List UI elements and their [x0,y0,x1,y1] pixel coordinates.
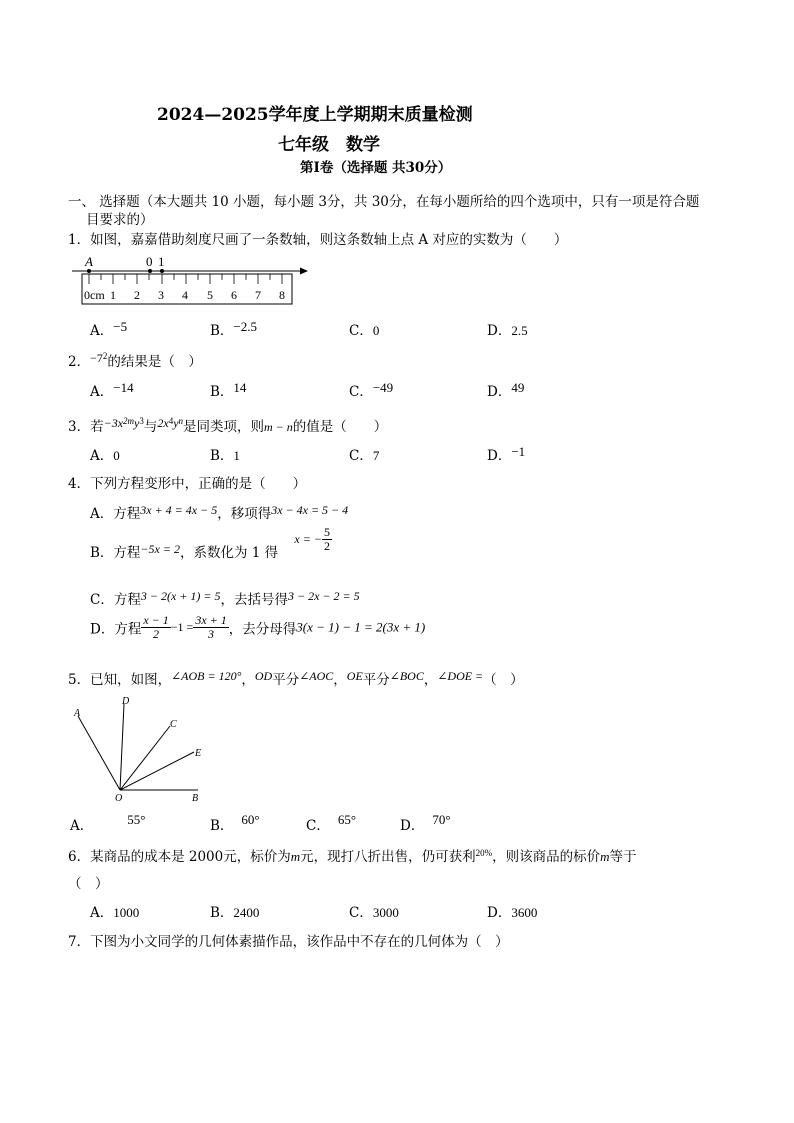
exam-subtitle: 七年级 数学 [278,135,380,155]
label-e: E [195,748,202,759]
q6-option-d[interactable]: D．3600 [487,905,538,921]
q1-label-a: A [85,254,93,269]
q5-option-a[interactable]: A． 55° [70,812,146,834]
q3-stem: 3．若$-3x^{2m}y^3$与$2x^4y^n$是同类项，则m − n的值是（ ） [68,416,388,435]
part-instruction-line2: 目要求的） [86,212,154,228]
q1-option-a[interactable]: A．−5 [90,319,128,339]
part-instruction-line1: 一、 选择题（本大题共 10 小题，每小题 3分，共 30分，在每小题所给的四个选项中，只有一项是符合题 [68,194,700,210]
ray-oe [120,752,194,790]
ray-oa [78,716,120,790]
q2-option-d[interactable]: D．49 [487,380,525,400]
q4-option-d[interactable]: D．方程 $\frac{x - 1}{2}$ −1 = $\frac{3x + 1}{3}$ ，去分母得3(x − 1) − 1 = 2(3x + 1) [90,613,426,641]
q1-point-1-dot [160,269,164,273]
label-a: A [74,708,81,719]
q5-option-b[interactable]: B． 60° [210,812,260,834]
q6-option-a[interactable]: A．1000 [90,905,140,921]
q1-ruler-tick: 5 [207,288,213,302]
q1-ruler-tick: 2 [134,288,140,302]
q1-ruler-tick: 8 [279,288,285,302]
q1-ruler-figure [68,250,318,310]
q1-ruler-tick: 1 [110,288,116,302]
q2-option-c[interactable]: C．−49 [349,380,394,400]
q4-stem: 4．下列方程变形中，正确的是（ ） [68,476,307,492]
q3-option-a[interactable]: A．0 [90,448,120,464]
q1-label-1: 1 [158,254,165,269]
q4-option-c[interactable]: C．方程3 − 2(x + 1) = 5，去括号得3 − 2x − 2 = 5 [90,589,360,608]
section-title: 第Ⅰ卷（选择题 共30分） [300,160,452,176]
q3-option-d[interactable]: D．−1 [487,444,526,464]
q1-ruler-tick: 3 [158,288,164,302]
label-b: B [192,793,199,804]
q1-label-0: 0 [146,254,153,269]
label-c: C [170,719,177,730]
q6-stem: 6．某商品的成本是 2000元，标价为m元，现打八折出售，仍可获利$^{20\%}$，则该商品的标价m等于 [68,848,637,865]
q6-stem-line2: （ ） [68,876,109,892]
q1-option-c[interactable]: C．0 [349,323,380,339]
q1-ruler-tick: 7 [255,288,261,302]
q2-option-a[interactable]: A．−14 [90,380,134,400]
q5-option-c[interactable]: C． 65° [306,812,357,834]
exam-title: 2024—2025学年度上学期期末质量检测 [157,105,473,125]
q6-option-b[interactable]: B．2400 [210,905,260,921]
q1-option-d[interactable]: D．2.5 [487,323,528,339]
q1-ruler-unit: 0cm [84,288,105,302]
q4-option-a[interactable]: A．方程3x + 4 = 4x − 5，移项得3x − 4x = 5 − 4 [90,503,349,522]
label-o: O [115,793,123,804]
q4-option-b[interactable]: B．方程−5x = 2，系数化为 1 得 x = − $\frac{5}{2}$ [90,525,330,561]
q1-option-b[interactable]: B．−2.5 [210,319,258,339]
q7-stem: 7．下图为小文同学的几何体素描作品，该作品中不存在的几何体为（ ） [68,934,509,950]
q1-point-0-dot [148,269,152,273]
q5-stem: 5．已知，如图，∠AOB = 120°，OD平分∠AOC，OE平分∠BOC，∠DOE =（ ） [68,669,524,688]
q3-option-c[interactable]: C．7 [349,448,380,464]
q2-option-b[interactable]: B．14 [210,380,247,400]
q3-option-b[interactable]: B．1 [210,448,240,464]
q1-ruler-tick: 6 [231,288,237,302]
q5-option-d[interactable]: D． 70° [400,812,451,834]
ray-oc [120,726,170,790]
q1-ruler-tick: 4 [182,288,188,302]
label-d: D [122,696,130,707]
q1-point-a-dot [87,269,91,273]
q1-stem: 1．如图，嘉嘉借助刻度尺画了一条数轴，则这条数轴上点 A 对应的实数为（ ） [68,232,568,248]
q6-option-c[interactable]: C．3000 [349,905,399,921]
ray-od [120,704,124,790]
q2-stem: 2．$-7^2$的结果是（ ） [68,351,202,370]
q5-angle-figure [68,694,218,806]
